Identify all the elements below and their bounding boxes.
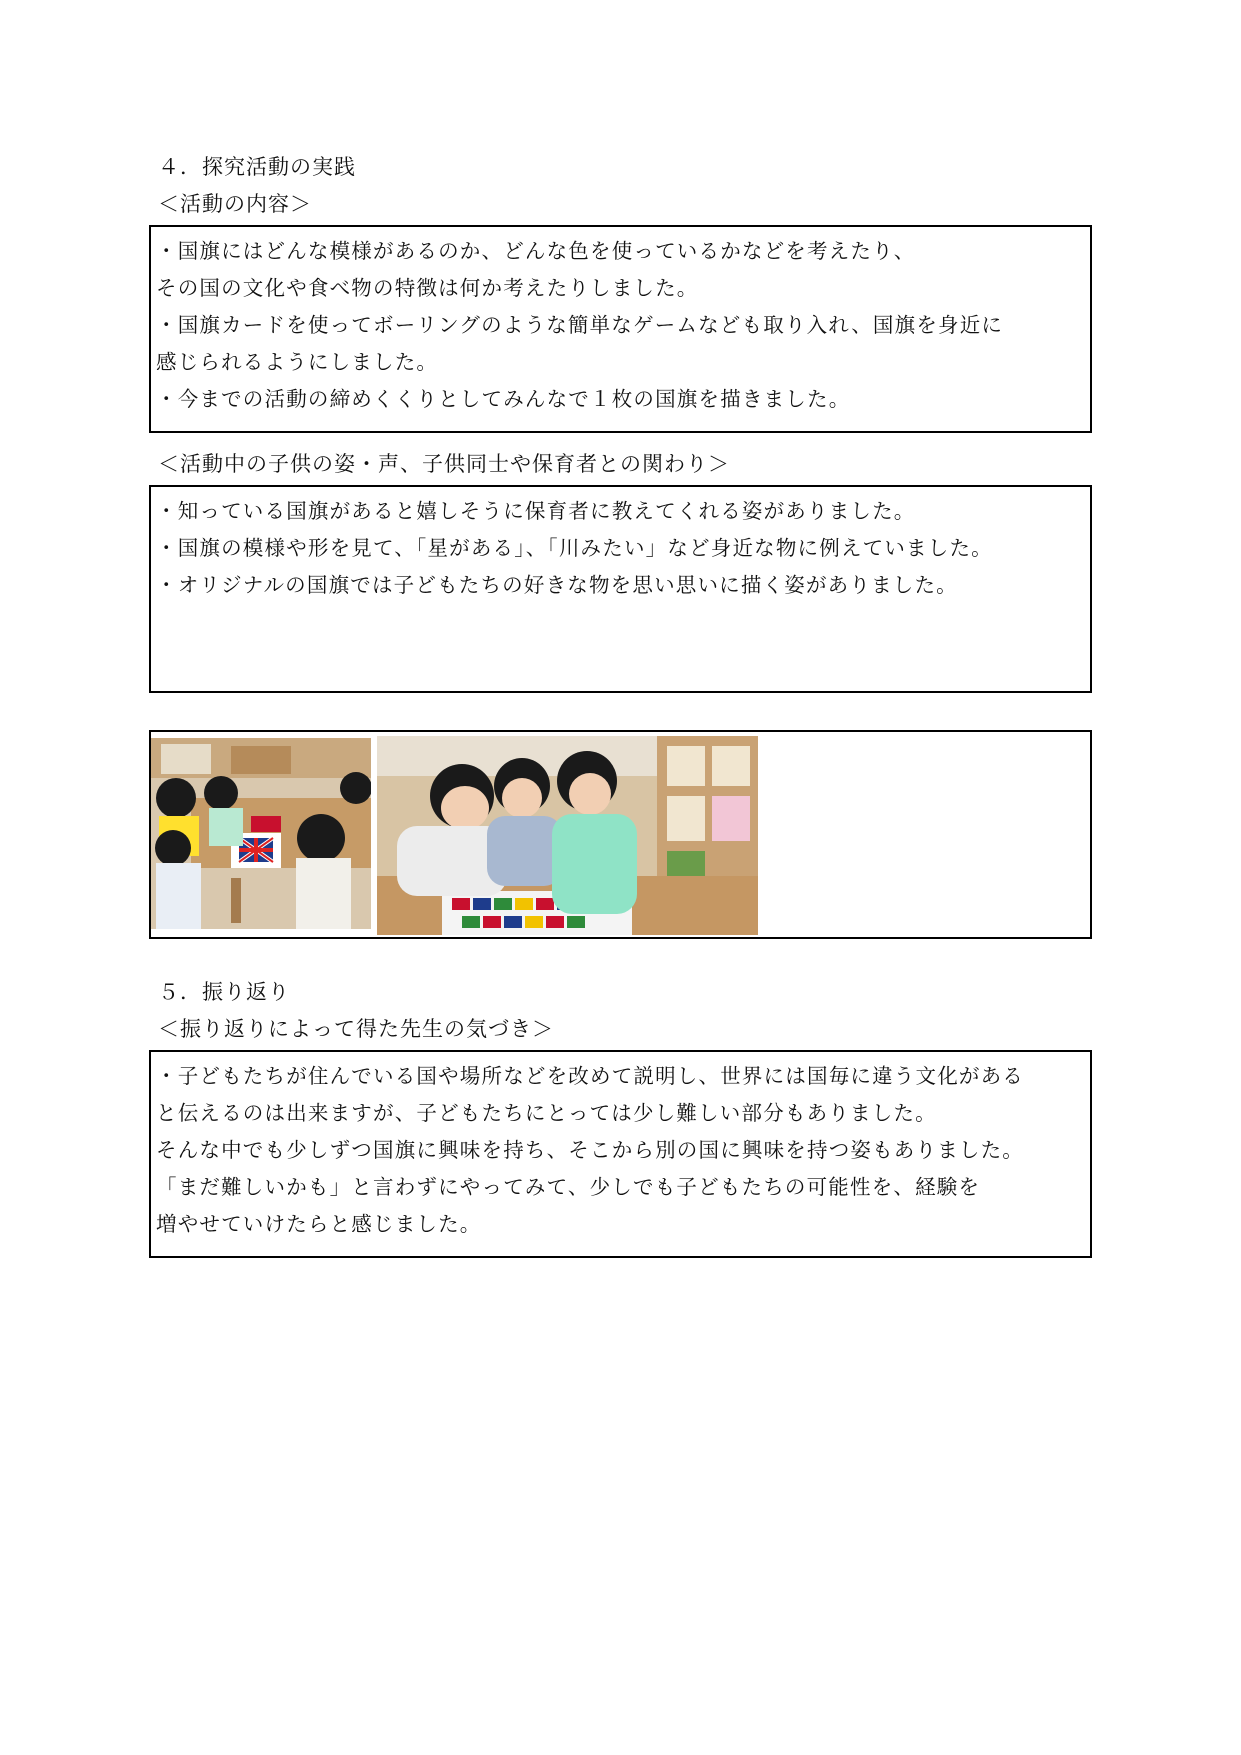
- activity-content-label: ＜活動の内容＞: [158, 192, 312, 216]
- reflection-line: と伝えるのは出来ますが、子どもたちにとっては少し難しい部分もありました。: [156, 1101, 937, 1125]
- children-at-table-with-flag-card-photo: [151, 738, 371, 929]
- children-observations-box: [149, 485, 1092, 693]
- reflection-line: そんな中でも少しずつ国旗に興味を持ち、そこから別の国に興味を持つ姿もありました。: [156, 1138, 1024, 1162]
- reflection-line: 「まだ難しいかも」と言わずにやってみて、少しでも子どもたちの可能性を、経験を: [156, 1175, 981, 1199]
- activity-content-line: その国の文化や食べ物の特徴は何か考えたりしました。: [156, 276, 699, 300]
- children-looking-at-flag-chart-photo: [377, 736, 758, 935]
- children-observation-line: ・オリジナルの国旗では子どもたちの好きな物を思い思いに描く姿がありました。: [156, 573, 958, 597]
- reflection-line: 増やせていけたらと感じました。: [156, 1212, 482, 1236]
- children-observation-line: ・国旗の模様や形を見て、「星がある」、「川みたい」など身近な物に例えていました。: [156, 536, 993, 560]
- children-observation-line: ・知っている国旗があると嬉しそうに保育者に教えてくれる姿がありました。: [156, 499, 916, 523]
- activity-content-line: ・今までの活動の締めくくりとしてみんなで１枚の国旗を描きました。: [156, 387, 851, 411]
- reflection-label: ＜振り返りによって得た先生の気づき＞: [158, 1017, 554, 1041]
- activity-content-line: ・国旗にはどんな模様があるのか、どんな色を使っているかなどを考えたり、: [156, 239, 916, 263]
- activity-content-line: 感じられるようにしました。: [156, 350, 439, 374]
- activity-content-line: ・国旗カードを使ってボーリングのような簡単なゲームなども取り入れ、国旗を身近に: [156, 313, 1004, 337]
- reflection-line: ・子どもたちが住んでいる国や場所などを改めて説明し、世界には国毎に違う文化がある: [156, 1064, 1024, 1088]
- activity-content-box: [149, 225, 1092, 433]
- reflection-box: [149, 1050, 1092, 1258]
- section-4-heading: ４．探究活動の実践: [158, 155, 356, 179]
- photos-box: [149, 730, 1092, 939]
- section-5-heading: ５．振り返り: [158, 980, 290, 1004]
- children-observations-label: ＜活動中の子供の姿・声、子供同士や保育者との関わり＞: [158, 452, 730, 476]
